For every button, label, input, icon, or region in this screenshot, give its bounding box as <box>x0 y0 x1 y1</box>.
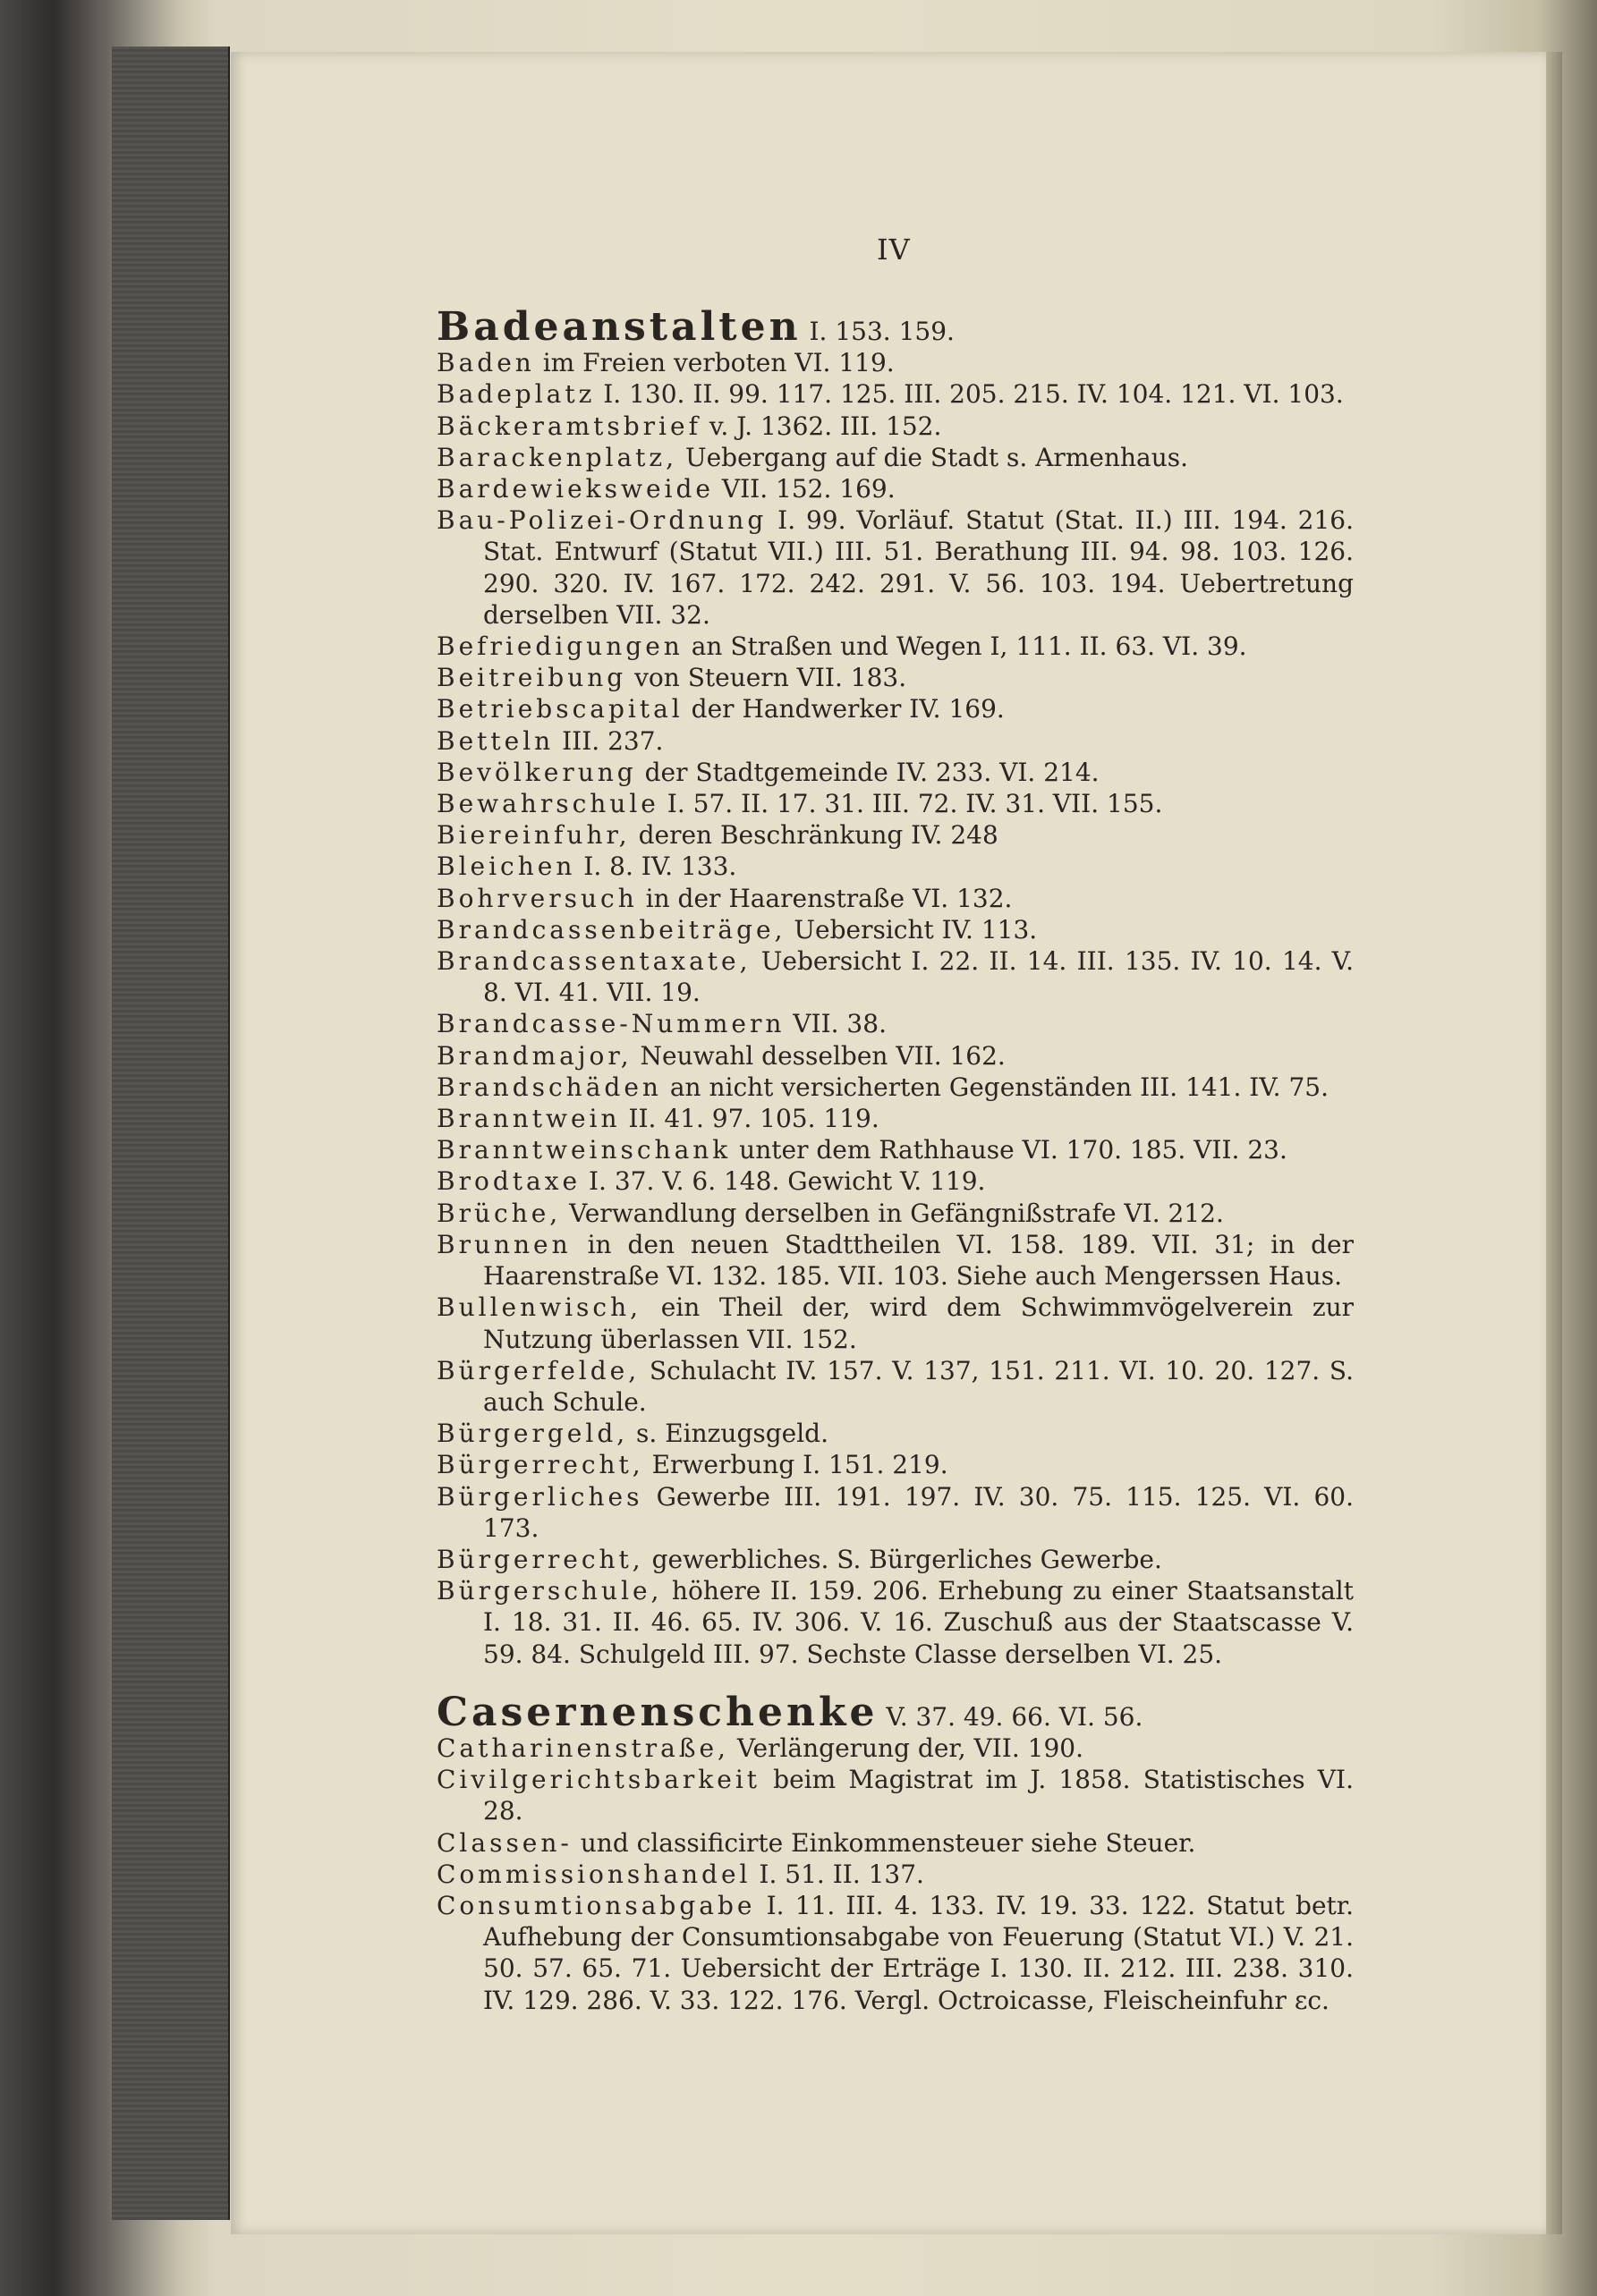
index-entry <box>437 788 1354 819</box>
entry-references: unter dem Rathhause VI. 170. 185. VII. 23. <box>731 1135 1287 1165</box>
index-entry <box>437 1292 1354 1354</box>
entry-references: im Freien verboten VI. 119. <box>534 348 895 378</box>
entry-references: und classificirte Einkommensteuer siehe Steuer. <box>572 1827 1196 1858</box>
index-entry <box>437 1890 1354 2016</box>
entry-keyword: Branntweinschank <box>437 1135 732 1165</box>
entry-keyword: Biereinfuhr, <box>437 820 631 851</box>
entry-references: VII. 38. <box>785 1009 887 1039</box>
entry-references: Uebergang auf die Stadt s. Armenhaus. <box>677 442 1189 472</box>
index-entry <box>437 504 1354 631</box>
entry-keyword: Branntwein <box>437 1104 621 1134</box>
entry-references: deren Beschränkung IV. 248 <box>630 820 998 851</box>
entry-keyword: Consumtionsabgabe <box>437 1890 756 1920</box>
index-entry <box>437 473 1354 504</box>
index-entry <box>437 1575 1354 1670</box>
index-entry <box>437 693 1354 724</box>
entry-references: v. J. 1362. III. 152. <box>701 411 942 441</box>
entry-references: I. 99. Vorläuf. Statut (Stat. II.) III. 194. 216. Stat. Entwurf (Statut VII.) III. 51. Berathung III. 94. 98. 103. 126. 290. 320. IV. 167. 172. 242. 291. V. 56. 103. 194. Uebertretung derselben VII. 32. <box>483 505 1354 630</box>
entry-keyword: Bürgerfelde, <box>437 1355 641 1385</box>
entry-references: I. 153. 159. <box>801 317 955 346</box>
entry-keyword: Bardewieksweide <box>437 474 714 504</box>
entry-references: I. 130. II. 99. 117. 125. III. 205. 215. IV. 104. 121. VI. 103. <box>595 379 1344 410</box>
entry-references: Schulacht IV. 157. V. 137, 151. 211. VI. 10. 20. 127. S. auch Schule. <box>483 1355 1354 1417</box>
entry-references: von Steuern VII. 183. <box>626 663 907 693</box>
index-entry <box>437 1040 1354 1072</box>
entry-keyword: Badeanstalten <box>437 304 802 350</box>
entry-references: I. 37. V. 6. 148. Gewicht V. 119. <box>581 1166 986 1197</box>
entry-keyword: Casernenschenke <box>437 1689 879 1735</box>
entry-keyword: Bleichen <box>437 851 576 882</box>
entry-keyword: Barackenplatz, <box>437 442 678 472</box>
entry-references: der Handwerker IV. 169. <box>683 694 1005 724</box>
entry-keyword: Brandcasse-Nummern <box>437 1009 786 1039</box>
index-entry <box>437 347 1354 378</box>
entry-keyword: Brandmajor, <box>437 1040 633 1071</box>
entry-references: in der Haarenstraße VI. 132. <box>637 883 1013 913</box>
index-entries <box>437 304 1354 2016</box>
entry-references: I. 11. III. 4. 133. IV. 19. 33. 122. Statut betr. Aufhebung der Consumtionsabgabe von Feuerung (Statut VI.) V. 21. 50. 57. 65. 71. Uebersicht der Erträge I. 130. II. 212. III. 238. 310. IV. 129. 286. V. 33. 122. 176. Vergl. Octroicasse, Fleischeinfuhr ɛc. <box>483 1890 1354 2015</box>
index-entry <box>437 945 1354 1008</box>
index-entry <box>437 1072 1354 1103</box>
index-entry <box>437 1418 1354 1449</box>
entry-keyword: Betriebscapital <box>437 694 684 724</box>
entry-references: Uebersicht IV. 113. <box>786 914 1038 945</box>
entry-references: I. 8. IV. 133. <box>575 851 737 882</box>
entry-keyword: Bewahrschule <box>437 789 659 819</box>
entry-keyword: Bürgergeld, <box>437 1419 629 1449</box>
entry-keyword: Bevölkerung <box>437 757 637 787</box>
entry-references: Uebersicht I. 22. II. 14. III. 135. IV. 10. 14. V. 8. VI. 41. VII. 19. <box>483 946 1354 1008</box>
entry-references: I. 57. II. 17. 31. III. 72. IV. 31. VII. 155. <box>658 789 1163 819</box>
entry-references: beim Magistrat im J. 1858. Statistisches VI. 28. <box>483 1765 1354 1826</box>
entry-references: Gewerbe III. 191. 197. IV. 30. 75. 115. 125. VI. 60. 173. <box>483 1481 1354 1543</box>
index-entry <box>437 1764 1354 1826</box>
entry-references: höhere II. 159. 206. Erhebung zu einer Staatsanstalt I. 18. 31. II. 46. 65. IV. 306. V. 16. Zuschuß aus der Staatscasse V. 59. 84. Schulgeld III. 97. Sechste Classe derselben VI. 25. <box>483 1576 1354 1669</box>
entry-references: Neuwahl desselben VII. 162. <box>632 1040 1006 1071</box>
index-entry <box>437 442 1354 473</box>
index-entry <box>437 1008 1354 1039</box>
entry-keyword: Bau-Polizei-Ordnung <box>437 505 768 536</box>
index-entry <box>437 1733 1354 1764</box>
entry-keyword: Bürgerrecht, <box>437 1450 644 1480</box>
index-entry <box>437 631 1354 662</box>
index-entry <box>437 725 1354 757</box>
book-cover-edge <box>112 47 230 2220</box>
index-entry <box>437 1134 1354 1165</box>
index-entry <box>437 819 1354 851</box>
entry-references: s. Einzugsgeld. <box>628 1419 829 1449</box>
index-entry <box>437 1689 1354 1735</box>
entry-keyword: Bullenwisch, <box>437 1292 642 1323</box>
entry-keyword: Brüche, <box>437 1198 562 1228</box>
entry-keyword: Bäckeramtsbrief <box>437 411 701 441</box>
entry-references: an Straßen und Wegen I, 111. II. 63. VI. 39. <box>683 631 1247 662</box>
index-entry <box>437 1229 1354 1292</box>
entry-keyword: Befriedigungen <box>437 631 684 662</box>
entry-references: gewerbliches. S. Bürgerliches Gewerbe. <box>643 1544 1162 1574</box>
index-entry <box>437 304 1354 350</box>
entry-keyword: Badeplatz <box>437 379 596 410</box>
entry-keyword: Bürgerrecht, <box>437 1544 644 1574</box>
entry-keyword: Brandcassenbeiträge, <box>437 914 786 945</box>
entry-references: V. 37. 49. 66. VI. 56. <box>878 1701 1143 1732</box>
index-entry <box>437 851 1354 882</box>
entry-keyword: Bürgerliches <box>437 1481 643 1512</box>
entry-keyword: Civilgerichtsbarkeit <box>437 1765 761 1795</box>
index-entry <box>437 378 1354 410</box>
index-entry <box>437 662 1354 693</box>
entry-references: an nicht versicherten Gegenständen III. 141. IV. 75. <box>661 1072 1329 1102</box>
page-number: IV <box>877 233 911 267</box>
index-entry <box>437 757 1354 788</box>
index-entry <box>437 883 1354 914</box>
index-entry <box>437 1165 1354 1197</box>
index-entry <box>437 1103 1354 1134</box>
entry-keyword: Betteln <box>437 725 555 756</box>
index-entry <box>437 411 1354 442</box>
entry-references: Verlängerung der, VII. 190. <box>728 1733 1083 1763</box>
index-entry <box>437 1859 1354 1890</box>
entry-keyword: Brandcassentaxate, <box>437 946 752 977</box>
index-entry <box>437 1355 1354 1418</box>
entry-keyword: Brodtaxe <box>437 1166 582 1197</box>
index-entry <box>437 1481 1354 1544</box>
entry-references: Verwandlung derselben in Gefängnißstrafe VI. 212. <box>561 1198 1224 1228</box>
entry-keyword: Bürgerschule, <box>437 1576 663 1606</box>
entry-keyword: Brunnen <box>437 1229 572 1259</box>
entry-references: in den neuen Stadttheilen VI. 158. 189. VII. 31; in der Haarenstraße VI. 132. 185. VII. 103. Siehe auch Mengerssen Haus. <box>483 1229 1354 1292</box>
index-entry <box>437 914 1354 945</box>
entry-references: VII. 152. 169. <box>713 474 896 504</box>
index-entry <box>437 1198 1354 1229</box>
entry-references: ein Theil der, wird dem Schwimmvögelverein zur Nutzung überlassen VII. 152. <box>483 1292 1354 1354</box>
entry-keyword: Commissionshandel <box>437 1859 752 1889</box>
index-entry <box>437 1827 1354 1859</box>
index-entry <box>437 1544 1354 1575</box>
entry-references: der Stadtgemeinde IV. 233. VI. 214. <box>636 757 1100 787</box>
index-entry <box>437 1449 1354 1480</box>
entry-keyword: Beitreibung <box>437 663 627 693</box>
entry-references: Erwerbung I. 151. 219. <box>643 1450 948 1480</box>
page-edge <box>1546 52 1562 2234</box>
entry-references: II. 41. 97. 105. 119. <box>620 1104 879 1134</box>
entry-keyword: Catharinenstraße, <box>437 1733 729 1763</box>
entry-keyword: Classen- <box>437 1827 573 1858</box>
entry-keyword: Brandschäden <box>437 1072 662 1102</box>
entry-keyword: Baden <box>437 348 535 378</box>
entry-references: I. 51. II. 137. <box>751 1859 924 1889</box>
entry-references: III. 237. <box>554 725 664 756</box>
entry-keyword: Bohrversuch <box>437 883 638 913</box>
